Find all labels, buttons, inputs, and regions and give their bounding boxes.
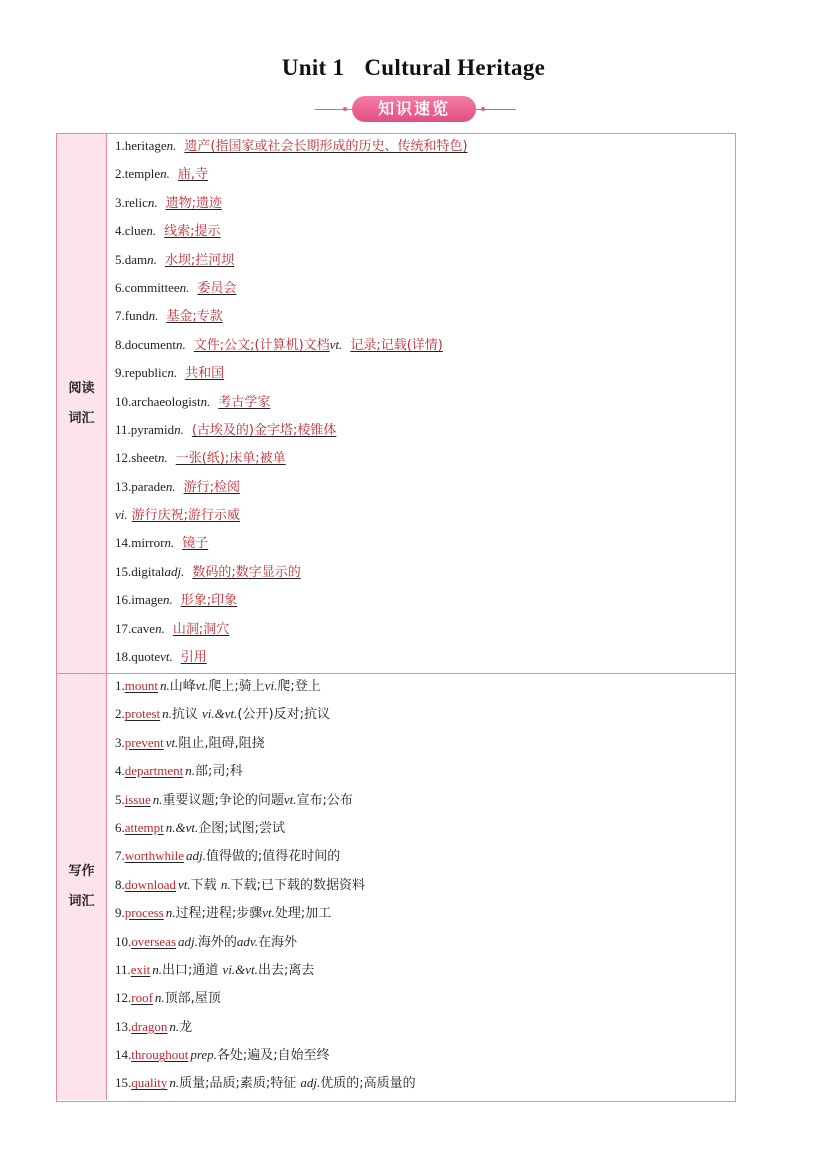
part-of-speech: n. (169, 1075, 180, 1091)
vocab-row (115, 732, 735, 760)
part-of-speech: n. (220, 876, 231, 892)
answer: 文件;公文;(计算机)文档 (193, 337, 330, 353)
part-of-speech: vt. (165, 734, 179, 750)
item-number: 5. (115, 251, 125, 267)
vocab-row (115, 1044, 735, 1072)
headword: process (124, 905, 164, 921)
headword: quote (131, 649, 161, 665)
part-of-speech: adj. (164, 563, 185, 579)
part-of-speech: n. (162, 706, 172, 722)
part-of-speech: n. (169, 1018, 180, 1034)
headword: department (124, 763, 184, 779)
headword: document (124, 336, 177, 352)
vocab-row (115, 1072, 735, 1100)
part-of-speech: adv. (236, 933, 258, 949)
answer: 形象;印象 (180, 593, 238, 609)
vocab-row (115, 362, 735, 390)
part-of-speech: vi. (115, 507, 128, 523)
meaning: 爬;登上 (277, 679, 321, 694)
part-of-speech: n. (163, 592, 173, 608)
headword: cave (131, 620, 156, 636)
vocab-row (115, 447, 735, 475)
answer: 游行;检阅 (183, 479, 241, 495)
item-number: 13. (115, 478, 132, 494)
part-of-speech: n. (176, 336, 186, 352)
item-number: 14. (115, 1047, 132, 1063)
meaning: 龙 (179, 1019, 193, 1035)
part-of-speech: adj. (185, 848, 206, 864)
item-number: 18. (115, 649, 132, 665)
answer: 镜子 (182, 536, 209, 552)
vocab-row (115, 192, 735, 220)
item-number: 10. (115, 933, 132, 949)
part-of-speech: n. (200, 393, 211, 409)
writing-category-label-2: 词汇 (68, 894, 95, 909)
part-of-speech: n. (179, 279, 190, 295)
vocab-row (115, 504, 735, 532)
reading-vocab-list (107, 134, 735, 673)
writing-vocab-list (107, 674, 735, 1100)
answer: 山洞;洞穴 (172, 621, 230, 637)
part-of-speech: vi.&vt. (202, 706, 238, 722)
answer: 水坝;拦河坝 (164, 252, 235, 268)
headword: dam (124, 251, 148, 267)
vocab-row (115, 1016, 735, 1044)
meaning: 出去;离去 (257, 962, 315, 978)
reading-vocab-section (57, 134, 735, 674)
writing-category-label-1: 写作 (68, 864, 95, 879)
part-of-speech: vt. (195, 678, 209, 693)
headword: quality (131, 1075, 168, 1091)
section-badge-wrap (0, 96, 827, 124)
meaning: 重要议题;争论的问题 (162, 792, 284, 808)
vocab-row (115, 618, 735, 646)
headword: pyramid (130, 421, 175, 437)
headword: committee (124, 279, 180, 295)
meaning: 抗议 (171, 707, 203, 723)
item-number: 9. (115, 905, 125, 921)
answer: 委员会 (197, 280, 237, 296)
headword: dragon (131, 1018, 168, 1034)
item-number: 13. (115, 1018, 132, 1034)
vocab-row (115, 931, 735, 959)
part-of-speech: n. (146, 223, 157, 239)
part-of-speech: n. (159, 678, 170, 693)
badge-right-line (474, 109, 516, 110)
vocab-row (115, 874, 735, 902)
part-of-speech: n. (165, 905, 176, 921)
writing-vocab-section (57, 674, 735, 1100)
vocab-row (115, 902, 735, 930)
vocab-row (115, 646, 735, 674)
headword: republic (124, 365, 168, 381)
meaning: 值得做的;值得花时间的 (205, 849, 341, 865)
item-number: 12. (115, 450, 132, 466)
meaning: 质量;品质;素质;特征 (179, 1076, 301, 1092)
vocab-row (115, 675, 735, 703)
answer: 庙,寺 (177, 167, 209, 183)
headword: heritage (124, 138, 167, 153)
part-of-speech: n. (166, 138, 177, 153)
vocab-row (115, 760, 735, 788)
headword: roof (131, 990, 153, 1006)
vocab-row (115, 532, 735, 560)
headword: issue (124, 791, 151, 807)
headword: throughout (131, 1047, 189, 1063)
vocab-row (115, 334, 735, 362)
headword: mirror (131, 535, 165, 551)
item-number: 8. (115, 876, 125, 892)
part-of-speech: n. (174, 421, 184, 437)
part-of-speech: vi.&vt. (222, 961, 258, 977)
item-number: 4. (115, 223, 125, 239)
vocab-row (115, 249, 735, 277)
vocab-row (115, 987, 735, 1015)
item-number: 10. (115, 393, 132, 409)
headword: parade (131, 478, 166, 494)
meaning: 优质的;高质量的 (320, 1076, 416, 1092)
vocab-row (115, 135, 735, 163)
answer-2: 记录;记载(详情) (350, 337, 443, 353)
vocab-row (115, 561, 735, 589)
item-number: 2. (115, 706, 125, 722)
part-of-speech: n. (152, 791, 163, 807)
item-number: 15. (115, 1075, 132, 1091)
badge-left-line (315, 109, 355, 110)
headword: prevent (124, 734, 164, 750)
vocab-row (115, 277, 735, 305)
headword: relic (124, 194, 148, 210)
meaning: 下载;已下载的数据资料 (230, 877, 365, 893)
item-number: 2. (115, 166, 125, 182)
reading-category-label-2: 词汇 (68, 410, 95, 426)
item-number: 6. (115, 279, 125, 295)
unit-name: Cultural Heritage (364, 55, 546, 80)
item-number: 5. (115, 791, 125, 807)
headword: image (131, 592, 164, 608)
meaning: 出口;通道 (162, 962, 223, 978)
part-of-speech: vt. (283, 791, 297, 807)
answer: 引用 (180, 650, 207, 666)
item-number: 4. (115, 763, 125, 779)
part-of-speech: prep. (190, 1047, 217, 1063)
meaning: 企图;试图;尝试 (198, 820, 286, 836)
headword: clue (124, 223, 147, 239)
item-number: 7. (115, 308, 125, 324)
vocab-row (115, 703, 735, 731)
headword: archaeologist (131, 393, 201, 409)
answer: 共和国 (185, 366, 225, 382)
part-of-speech: n. (147, 251, 157, 267)
item-number: 1. (115, 678, 125, 693)
vocab-row (115, 391, 735, 419)
section-badge: 知识速览 (352, 96, 476, 122)
part-of-speech: n. (164, 535, 175, 551)
vocab-row (115, 163, 735, 191)
headword: exit (130, 961, 151, 977)
part-of-speech: n. (152, 961, 163, 977)
part-of-speech: n.&vt. (165, 819, 199, 835)
part-of-speech: vt. (178, 876, 191, 892)
item-number: 11. (115, 421, 131, 437)
vocab-row (115, 845, 735, 873)
reading-category-label-1: 阅读 (68, 380, 95, 396)
part-of-speech: n. (148, 308, 159, 324)
part-of-speech-2: vt. (329, 336, 343, 352)
meaning: 海外的 (197, 934, 237, 950)
item-number: 12. (115, 990, 132, 1006)
vocab-row (115, 305, 735, 333)
headword: mount (124, 678, 158, 693)
item-number: 17. (115, 620, 132, 636)
headword: attempt (124, 819, 164, 835)
vocab-row (115, 220, 735, 248)
part-of-speech: adj. (178, 933, 198, 949)
meaning: 处理;加工 (274, 906, 332, 922)
meaning: 宣布;公布 (296, 792, 353, 808)
meaning: 山峰 (169, 679, 196, 694)
item-number: 1. (115, 138, 125, 153)
vocab-row (115, 789, 735, 817)
headword: digital (131, 563, 165, 579)
vocab-row (115, 589, 735, 617)
item-number: 3. (115, 734, 125, 750)
meaning: (公开)反对;抗议 (237, 707, 330, 723)
unit-label: Unit 1 (281, 55, 345, 80)
answer: 遗产(指国家或社会长期形成的历史、传统和特色) (184, 139, 468, 154)
answer: 一张(纸);床单;被单 (175, 451, 286, 467)
vocab-row (115, 419, 735, 447)
answer: 遗物;遗迹 (165, 195, 222, 211)
meaning: 阻止,阻碍,阻挠 (178, 735, 265, 751)
answer: 数码的;数字显示的 (192, 564, 301, 580)
vocab-table (56, 133, 736, 1102)
meaning: 爬上;骑上 (208, 679, 265, 694)
item-number: 7. (115, 848, 125, 864)
meaning: 下载 (190, 877, 221, 893)
headword: overseas (131, 933, 177, 949)
part-of-speech: n. (147, 194, 158, 210)
item-number: 3. (115, 194, 125, 210)
vocab-row (115, 476, 735, 504)
meaning: 各处;遍及;自始至终 (216, 1048, 330, 1064)
meaning: 在海外 (257, 934, 297, 950)
answer: 考古学家 (218, 394, 271, 410)
answer: 基金;专款 (166, 309, 223, 325)
page-title (0, 55, 827, 81)
part-of-speech: n. (167, 365, 178, 381)
headword: temple (124, 166, 161, 182)
item-number: 6. (115, 819, 125, 835)
part-of-speech: vt. (262, 905, 275, 921)
part-of-speech: n. (155, 620, 165, 636)
answer: (古埃及的)金字塔;棱锥体 (191, 422, 337, 438)
headword: download (124, 876, 177, 892)
headword: sheet (131, 450, 158, 466)
item-number: 9. (115, 365, 125, 381)
headword: fund (124, 308, 149, 324)
answer: 游行庆祝;游行示威 (131, 508, 241, 524)
headword: worthwhile (124, 848, 184, 864)
reading-category-cell (57, 134, 107, 673)
part-of-speech: n. (157, 450, 168, 466)
part-of-speech: n. (154, 990, 165, 1006)
item-number: 8. (115, 336, 125, 352)
meaning: 部;司;科 (194, 764, 243, 780)
part-of-speech: n. (160, 166, 170, 182)
part-of-speech: adj. (300, 1075, 321, 1091)
headword: protest (124, 706, 161, 722)
vocab-row (115, 817, 735, 845)
meaning: 顶部,屋顶 (164, 991, 221, 1007)
answer: 线索;提示 (164, 224, 221, 240)
item-number: 14. (115, 535, 132, 551)
part-of-speech: n. (165, 478, 176, 494)
meaning: 过程;进程;步骤 (175, 906, 263, 922)
vocab-row (115, 959, 735, 987)
part-of-speech: n. (185, 763, 195, 779)
part-of-speech: vi. (264, 678, 278, 693)
part-of-speech: vt. (160, 649, 173, 665)
item-number: 15. (115, 563, 132, 579)
item-number: 16. (115, 592, 132, 608)
writing-category-cell (57, 674, 107, 1100)
item-number: 11. (115, 961, 131, 977)
